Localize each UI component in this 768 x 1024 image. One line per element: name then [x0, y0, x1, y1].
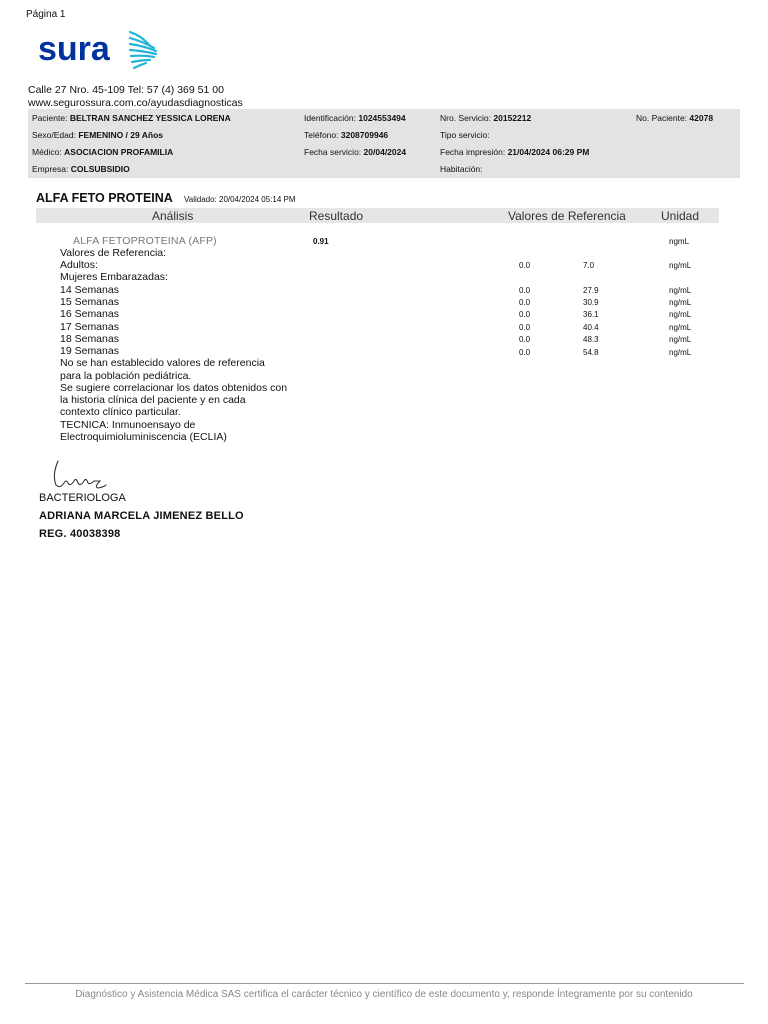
note-line: 19 Semanas	[60, 345, 119, 357]
note-line: 18 Semanas	[60, 333, 119, 345]
reference-low: 0.0	[519, 310, 531, 319]
address-block	[28, 84, 243, 110]
reference-unit: ng/mL	[669, 323, 692, 332]
company-field: Empresa: COLSUBSIDIO	[32, 164, 130, 174]
reference-low: 0.0	[519, 335, 531, 344]
results-column-header	[36, 208, 719, 223]
reference-high: 30.9	[583, 298, 599, 307]
reference-low: 0.0	[519, 348, 531, 357]
reference-unit: ng/mL	[669, 298, 692, 307]
column-reference: Valores de Referencia	[508, 209, 626, 223]
website-line: www.segurossura.com.co/ayudasdiagnosticas	[28, 97, 243, 109]
note-line: Valores de Referencia:	[60, 247, 167, 259]
reference-high: 7.0	[583, 261, 595, 270]
note-line: la historia clínica del paciente y en cada	[60, 394, 246, 406]
reference-low: 0.0	[519, 261, 531, 270]
patient-info-box	[28, 109, 740, 178]
note-line: Adultos:	[60, 259, 98, 271]
reference-unit: ng/mL	[669, 261, 692, 270]
note-line: No se han establecido valores de referencia	[60, 357, 265, 369]
validated-timestamp: Validado: 20/04/2024 05:14 PM	[184, 195, 296, 204]
reference-unit: ng/mL	[669, 310, 692, 319]
address-line: Calle 27 Nro. 45-109 Tel: 57 (4) 369 51 00	[28, 84, 224, 96]
note-line: TECNICA: Inmunoensayo de	[60, 419, 196, 431]
reference-high: 40.4	[583, 323, 599, 332]
page-number: Página 1	[26, 9, 66, 20]
reference-unit: ng/mL	[669, 286, 692, 295]
reference-unit: ng/mL	[669, 335, 692, 344]
section-title: ALFA FETO PROTEINA	[36, 191, 173, 205]
service-number-field: Nro. Servicio: 20152212	[440, 113, 532, 123]
logo-text: sura	[38, 30, 110, 68]
reference-low: 0.0	[519, 323, 531, 332]
note-line: para la población pediátrica.	[60, 370, 192, 382]
footer-divider	[25, 983, 744, 984]
patient-number-field: No. Paciente: 42078	[636, 113, 714, 123]
note-line: 16 Semanas	[60, 308, 119, 320]
footer-text: Diagnóstico y Asistencia Médica SAS certifica el carácter técnico y científico de este documento y, responde Íntegramente por su contenido	[75, 989, 693, 1000]
patient-field: Paciente: BELTRAN SANCHEZ YESSICA LORENA	[32, 113, 231, 123]
service-date-field: Fecha servicio: 20/04/2024	[304, 147, 407, 157]
room-field: Habitación:	[440, 164, 483, 174]
note-line: 14 Semanas	[60, 284, 119, 296]
test-name: ALFA FETOPROTEINA (AFP)	[73, 235, 217, 247]
reference-high: 27.9	[583, 286, 599, 295]
reference-high: 48.3	[583, 335, 599, 344]
reference-high: 54.8	[583, 348, 599, 357]
note-line: 15 Semanas	[60, 296, 119, 308]
signature-image	[46, 455, 126, 495]
sex-age-field: Sexo/Edad: FEMENINO / 29 Años	[32, 130, 164, 140]
note-line: Electroquimioluminiscencia (ECLIA)	[60, 431, 227, 443]
column-analysis: Análisis	[152, 209, 194, 223]
doctor-field: Médico: ASOCIACION PROFAMILIA	[32, 147, 174, 157]
note-line: contexto clínico particular.	[60, 406, 181, 418]
reference-unit: ng/mL	[669, 348, 692, 357]
test-unit: ngmL	[669, 237, 690, 246]
phone-field: Teléfono: 3208709946	[304, 130, 389, 140]
signer-registration: REG. 40038398	[39, 528, 121, 540]
reference-low: 0.0	[519, 286, 531, 295]
print-date-field: Fecha impresión: 21/04/2024 06:29 PM	[440, 147, 590, 157]
sura-logo	[38, 26, 163, 74]
test-result: 0.91	[313, 237, 329, 246]
note-line: Se sugiere correlacionar los datos obtenidos con	[60, 382, 288, 394]
column-unit: Unidad	[661, 209, 700, 223]
signer-name: ADRIANA MARCELA JIMENEZ BELLO	[39, 510, 244, 522]
logo-swoosh-icon	[130, 32, 156, 68]
reference-low: 0.0	[519, 298, 531, 307]
service-type-field: Tipo servicio:	[440, 130, 490, 140]
identification-field: Identificación: 1024553494	[304, 113, 406, 123]
reference-high: 36.1	[583, 310, 599, 319]
column-result: Resultado	[309, 209, 364, 223]
signer-role: BACTERIOLOGA	[39, 492, 126, 504]
note-line: Mujeres Embarazadas:	[60, 271, 168, 283]
note-line: 17 Semanas	[60, 321, 119, 333]
